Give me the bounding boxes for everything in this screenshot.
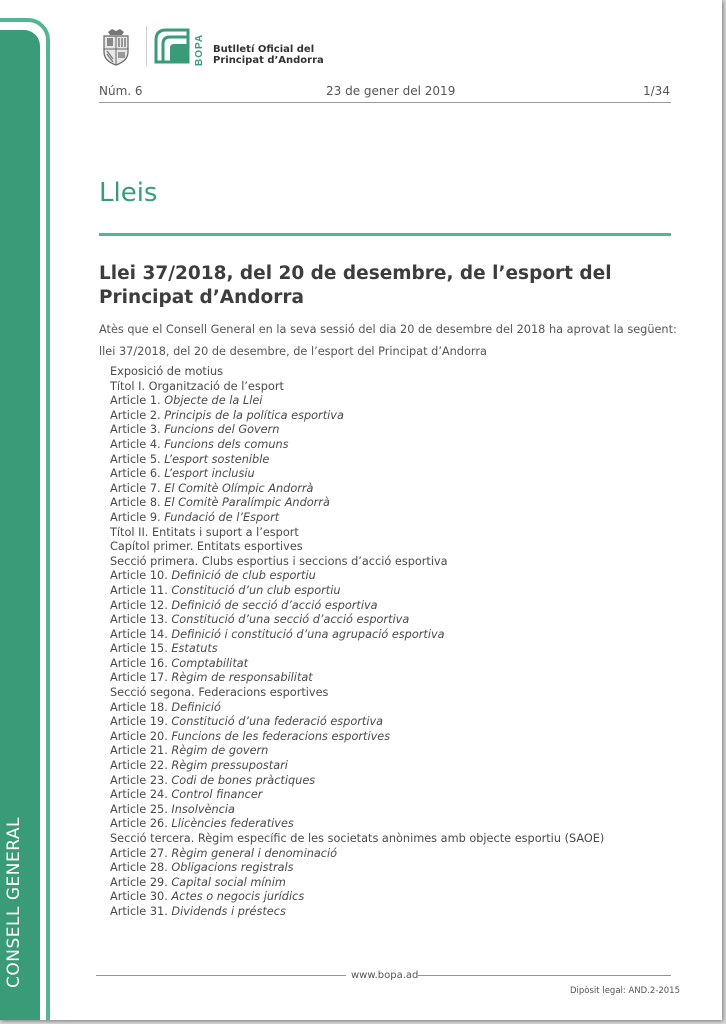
toc-item-title: Actes o negocis jurídics	[171, 890, 305, 904]
toc-item	[110, 365, 604, 380]
toc-item	[110, 890, 604, 905]
toc-item-label: Article 17.	[110, 671, 168, 685]
toc-item-title: Fundació de l’Esport	[164, 510, 280, 524]
toc-item-label: Article 20.	[110, 729, 168, 743]
toc-item-label: Article 4.	[110, 437, 161, 451]
toc-item	[110, 628, 604, 643]
toc-item-label: Article 10.	[110, 569, 168, 583]
toc-item-title: Comptabilitat	[171, 656, 249, 670]
toc-item	[110, 730, 604, 745]
sidebar-label	[4, 948, 24, 988]
footer-url[interactable]: www.bopa.ad	[351, 970, 419, 981]
toc-item-title: Insolvència	[171, 802, 235, 816]
toc-item-label: Article 13.	[110, 613, 168, 627]
toc-item-label: Article 16.	[110, 656, 168, 670]
toc-item	[110, 671, 604, 686]
toc-item-label: Article 8.	[110, 496, 161, 510]
toc-item-title: Dividends i préstecs	[171, 904, 286, 918]
toc-item	[110, 555, 604, 570]
toc-item-label: Article 18.	[110, 700, 168, 714]
toc-item-label: Article 15.	[110, 642, 168, 656]
toc-item	[110, 861, 604, 876]
toc-item-label: Secció tercera. Règim específic de les societats anònimes amb objecte esportiu (SAOE)	[110, 832, 605, 845]
toc-item	[110, 876, 604, 891]
toc-item-title: Constitució d’una secció d’acció esportiva	[171, 613, 410, 627]
toc-item	[110, 817, 604, 832]
toc-item-title: Llicències federatives	[171, 817, 294, 831]
toc-item-label: Article 3.	[110, 423, 161, 437]
toc-item-label: Article 1.	[110, 394, 161, 408]
toc-item	[110, 905, 604, 920]
toc-item-label: Article 6.	[110, 467, 161, 481]
toc-item	[110, 832, 604, 847]
section-title: Lleis	[99, 178, 158, 208]
toc-item-title: Règim de responsabilitat	[171, 671, 313, 685]
toc-item-title: Objecte de la Llei	[164, 394, 263, 408]
toc-item-title: Funcions de les federacions esportives	[171, 729, 391, 743]
toc-item	[110, 584, 604, 599]
toc-item	[110, 394, 604, 409]
footer-legal-deposit: Dipòsit legal: AND.2-2015	[570, 986, 680, 996]
toc-item-title: Règim pressupostari	[171, 759, 288, 773]
footer-rule-left	[96, 975, 346, 976]
toc-item-label: Article 21.	[110, 744, 168, 758]
toc-item-label: Secció segona. Federacions esportives	[110, 686, 329, 700]
toc-item-label: Article 9.	[110, 510, 161, 524]
toc-item-label: Article 5.	[110, 452, 161, 466]
toc-item-label: Secció primera. Clubs esportius i seccions d’acció esportiva	[110, 554, 448, 568]
toc-item-title: Principis de la política esportiva	[164, 408, 344, 422]
bopa-logo-icon	[154, 28, 190, 64]
toc-item-title: Definició i constitució d’una agrupació esportiva	[171, 627, 445, 641]
toc-item-title: Constitució d’un club esportiu	[171, 583, 341, 597]
toc-item-title: Definició	[171, 700, 221, 714]
toc-item-title: Constitució d’una federació esportiva	[171, 715, 384, 729]
table-of-contents	[110, 365, 604, 920]
toc-item	[110, 540, 604, 555]
toc-item-title: Definició de club esportiu	[171, 569, 316, 583]
toc-item	[110, 409, 604, 424]
toc-item-title: Definició de secció d’acció esportiva	[171, 598, 378, 612]
toc-item-label: Article 24.	[110, 788, 168, 802]
toc-item-title: Règim general i denominació	[171, 846, 338, 860]
toc-item-label: Capítol primer. Entitats esportives	[110, 540, 303, 554]
publication-name-line1: Butlletí Oficial del	[213, 44, 315, 55]
toc-item	[110, 438, 604, 453]
toc-item	[110, 759, 604, 774]
toc-item-title: L’esport sostenible	[164, 452, 270, 466]
publication-name-line2: Principat d’Andorra	[213, 55, 324, 66]
toc-item-label: Títol II. Entitats i suport a l’esport	[110, 525, 299, 539]
toc-item-label: Article 12.	[110, 598, 168, 612]
toc-item	[110, 496, 604, 511]
footer-rule-right	[418, 975, 671, 976]
toc-item	[110, 599, 604, 614]
header-rule	[99, 102, 671, 103]
toc-item-label: Article 23.	[110, 773, 168, 787]
toc-item	[110, 657, 604, 672]
toc-item	[110, 715, 604, 730]
intro-line-2: llei 37/2018, del 20 de desembre, de l’esport del Principat d’Andorra	[99, 345, 487, 358]
toc-item	[110, 511, 604, 526]
toc-item-label: Exposició de motius	[110, 365, 224, 378]
toc-item-label: Article 7.	[110, 481, 161, 495]
issue-number: Núm. 6	[99, 84, 143, 98]
toc-item	[110, 380, 604, 395]
issue-date: 23 de gener del 2019	[326, 84, 456, 98]
toc-item	[110, 803, 604, 818]
toc-item	[110, 847, 604, 862]
toc-item	[110, 642, 604, 657]
publication-name	[213, 44, 324, 66]
toc-item-label: Article 26.	[110, 817, 168, 831]
page-number: 1/34	[643, 84, 670, 98]
bopa-vertical-text: BOPA	[194, 33, 205, 66]
toc-item-label: Article 25.	[110, 802, 168, 816]
document-title: Llei 37/2018, del 20 de desembre, de l’esport del Principat d’Andorra	[99, 263, 612, 308]
toc-item-title: Funcions del Govern	[164, 423, 280, 437]
toc-item-title: El Comitè Paralímpic Andorrà	[164, 496, 330, 510]
toc-item-label: Article 22.	[110, 759, 168, 773]
toc-item-label: Article 27.	[110, 846, 168, 860]
toc-item	[110, 744, 604, 759]
toc-item	[110, 482, 604, 497]
header-divider	[146, 26, 147, 66]
toc-item	[110, 788, 604, 803]
intro-line-1: Atès que el Consell General en la seva sessió del dia 20 de desembre del 2018 ha aprovat la següent:	[99, 323, 677, 336]
toc-item-label: Article 11.	[110, 583, 168, 597]
toc-item	[110, 774, 604, 789]
toc-item	[110, 423, 604, 438]
toc-item-title: Obligacions registrals	[171, 861, 294, 875]
toc-item-title: Codi de bones pràctiques	[171, 773, 316, 787]
toc-item-label: Títol I. Organització de l’esport	[110, 379, 284, 393]
toc-item-title: L’esport inclusiu	[164, 467, 255, 481]
toc-item-title: Funcions dels comuns	[164, 437, 289, 451]
sidebar-band	[0, 18, 54, 1020]
toc-item	[110, 467, 604, 482]
toc-item-label: Article 2.	[110, 408, 161, 422]
toc-item-label: Article 30.	[110, 890, 168, 904]
toc-item-label: Article 19.	[110, 715, 168, 729]
toc-item-title: Capital social mínim	[171, 875, 286, 889]
section-rule	[99, 233, 671, 236]
toc-item	[110, 701, 604, 716]
toc-item-title: Règim de govern	[171, 744, 269, 758]
toc-item	[110, 613, 604, 628]
toc-item	[110, 453, 604, 468]
toc-item-label: Article 28.	[110, 861, 168, 875]
toc-item-title: Estatuts	[171, 642, 218, 656]
toc-item-title: El Comitè Olímpic Andorrà	[164, 481, 314, 495]
coat-of-arms-icon	[98, 28, 134, 66]
toc-item	[110, 569, 604, 584]
toc-item-label: Article 31.	[110, 904, 168, 918]
toc-item-label: Article 29.	[110, 875, 168, 889]
toc-item-title: Control financer	[171, 788, 263, 802]
toc-item	[110, 526, 604, 541]
toc-item-label: Article 14.	[110, 627, 168, 641]
toc-item	[110, 686, 604, 701]
